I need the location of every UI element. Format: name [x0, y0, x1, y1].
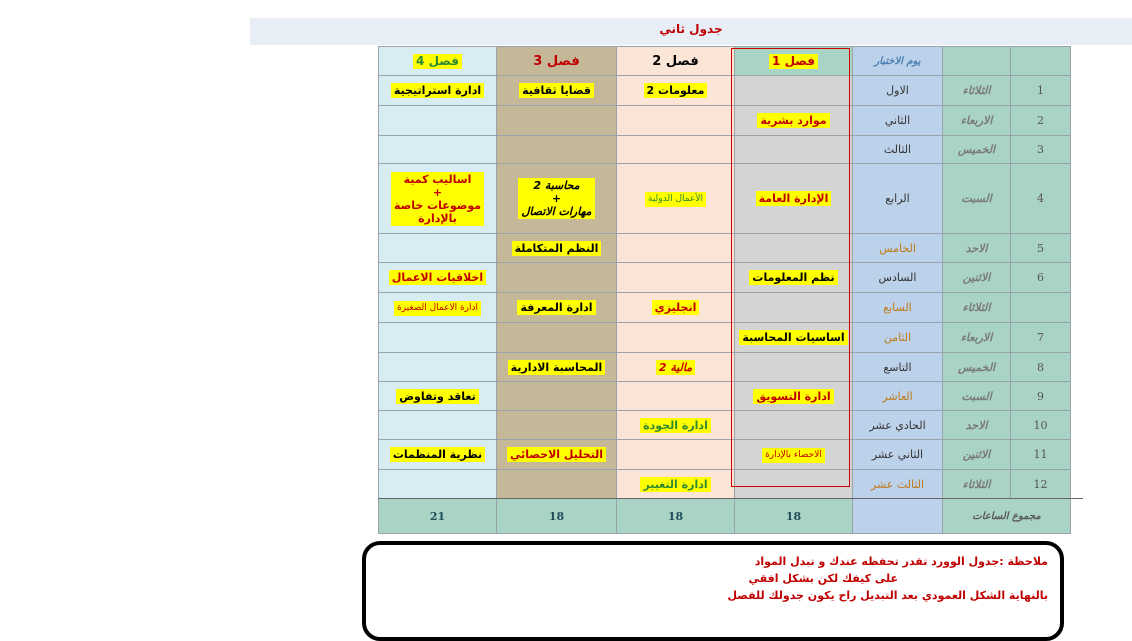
schedule-row	[379, 382, 1071, 411]
row-exam-day-text: التاسع	[883, 360, 912, 374]
cell-f2	[617, 106, 735, 136]
row-exam-day-text: السابع	[883, 301, 912, 314]
cell-f4	[379, 470, 497, 499]
header-f1-label: فصل 1	[769, 54, 818, 69]
schedule-row	[379, 164, 1071, 234]
row-number-text: 9	[1037, 389, 1044, 403]
schedule-row	[379, 323, 1071, 353]
row-weekday	[943, 263, 1011, 293]
row-exam-day	[853, 411, 943, 440]
cell-f2-text: ادارة الجودة	[640, 418, 711, 433]
row-number	[1011, 353, 1071, 382]
cell-f1	[735, 440, 853, 470]
cell-f3	[497, 411, 617, 440]
header-f1	[735, 47, 853, 76]
row-exam-day-text: الثالث عشر	[870, 477, 925, 491]
row-exam-day	[853, 293, 943, 323]
cell-f1	[735, 293, 853, 323]
cell-f4	[379, 411, 497, 440]
row-weekday-text: الاثنين	[962, 271, 991, 284]
row-number	[1011, 234, 1071, 263]
row-exam-day-text: الثامن	[883, 331, 912, 344]
row-weekday-text: الاربعاء	[960, 331, 993, 344]
schedule-row	[379, 106, 1071, 136]
header-f4	[379, 47, 497, 76]
row-weekday	[943, 234, 1011, 263]
cell-f3	[497, 382, 617, 411]
row-weekday	[943, 470, 1011, 499]
cell-f3	[497, 136, 617, 164]
row-weekday-text: الخميس	[957, 360, 996, 374]
row-number-text: 4	[1037, 192, 1044, 205]
header-f3-label: فصل 3	[533, 53, 580, 69]
cell-f2	[617, 76, 735, 106]
cell-f1	[735, 353, 853, 382]
row-weekday	[943, 76, 1011, 106]
header-exam-day	[853, 47, 943, 76]
cell-f3-text: قضايا ثقافية	[519, 83, 594, 98]
cell-f1-text: نظم المعلومات	[749, 270, 837, 285]
row-weekday	[943, 440, 1011, 470]
row-number	[1011, 382, 1071, 411]
row-number-text: 6	[1037, 271, 1044, 284]
cell-f4	[379, 106, 497, 136]
row-number-text: 10	[1033, 418, 1048, 432]
row-weekday-text: الاحد	[965, 418, 988, 432]
row-weekday-text: الاثنين	[962, 448, 991, 461]
schedule-row	[379, 136, 1071, 164]
totals-empty	[853, 499, 943, 534]
row-number	[1011, 323, 1071, 353]
cell-f2	[617, 440, 735, 470]
header-f2-label: فصل 2	[652, 53, 699, 69]
note-box	[362, 541, 1064, 641]
cell-f1	[735, 411, 853, 440]
row-weekday-text: الاحد	[965, 241, 988, 255]
cell-f2	[617, 293, 735, 323]
total-f4: 21	[379, 499, 497, 534]
row-weekday	[943, 164, 1011, 234]
row-exam-day	[853, 136, 943, 164]
cell-f3	[497, 234, 617, 263]
row-number-text: 2	[1037, 114, 1044, 127]
cell-f1	[735, 382, 853, 411]
header-day	[943, 47, 1011, 76]
cell-f1	[735, 323, 853, 353]
row-exam-day	[853, 440, 943, 470]
cell-f4	[379, 382, 497, 411]
cell-f1-text: ادارة التسويق	[753, 389, 833, 404]
schedule-row	[379, 353, 1071, 382]
row-exam-day	[853, 470, 943, 499]
row-number-text: 5	[1037, 241, 1044, 255]
note-line-2: على كيفك لكن بشكل افقي	[748, 572, 898, 585]
cell-f2-text: الأعمال الدولية	[645, 192, 706, 207]
row-weekday	[943, 411, 1011, 440]
schedule-row	[379, 411, 1071, 440]
row-exam-day-text: الثاني	[884, 114, 911, 127]
schedule-row	[379, 293, 1071, 323]
row-number-text: 7	[1037, 331, 1044, 344]
row-exam-day-text: الثاني عشر	[871, 448, 924, 461]
cell-f4	[379, 263, 497, 293]
cell-f4-text: ادارة استراتيجية	[391, 83, 484, 98]
cell-f1-text: موارد بشرية	[757, 113, 829, 128]
cell-f3-text: التحليل الاحصائي	[507, 447, 606, 462]
row-number	[1011, 440, 1071, 470]
cell-f1	[735, 106, 853, 136]
cell-f3	[497, 470, 617, 499]
cell-f4	[379, 323, 497, 353]
row-weekday-text: الثلاثاء	[962, 477, 991, 491]
cell-f4	[379, 234, 497, 263]
cell-f3-text: النظم المتكاملة	[512, 241, 602, 256]
cell-f4	[379, 293, 497, 323]
row-weekday-text: السبت	[961, 389, 992, 403]
cell-f1-text: اساسيات المحاسبة	[739, 330, 847, 345]
cell-f2	[617, 164, 735, 234]
row-weekday	[943, 136, 1011, 164]
row-exam-day-text: الحادي عشر	[869, 418, 926, 432]
header-row	[379, 47, 1071, 76]
cell-f2	[617, 353, 735, 382]
cell-f1-text: الاحصاء بالإدارة	[762, 448, 825, 463]
cell-f4-text: نظرية المنظمات	[390, 447, 485, 462]
row-number	[1011, 293, 1071, 323]
row-number-text: 12	[1033, 477, 1048, 491]
row-exam-day-text: الخامس	[879, 241, 916, 255]
cell-f2-text: انجليزي	[652, 300, 700, 315]
row-number	[1011, 411, 1071, 440]
cell-f3-text: محاسبة 2 + مهارات الاتصال	[518, 178, 594, 219]
row-weekday-text: الخميس	[957, 143, 996, 156]
cell-f3	[497, 353, 617, 382]
cell-f1	[735, 76, 853, 106]
row-exam-day	[853, 353, 943, 382]
schedule-row	[379, 76, 1071, 106]
cell-f2-text: ادارة التغيير	[640, 477, 710, 492]
cell-f1-text: الإدارة العامة	[756, 191, 832, 206]
cell-f1	[735, 234, 853, 263]
row-weekday-text: السبت	[961, 192, 992, 205]
header-f3	[497, 47, 617, 76]
row-exam-day	[853, 76, 943, 106]
row-exam-day-text: الثالث	[883, 143, 912, 156]
page-title: جدول ثاني	[659, 22, 723, 36]
cell-f1	[735, 136, 853, 164]
row-exam-day	[853, 323, 943, 353]
cell-f3	[497, 440, 617, 470]
cell-f4	[379, 76, 497, 106]
row-number-text: 1	[1037, 84, 1044, 97]
row-number-text: 11	[1033, 448, 1048, 461]
cell-f2	[617, 263, 735, 293]
row-exam-day-text: السادس	[878, 271, 917, 284]
cell-f1	[735, 470, 853, 499]
header-num	[1011, 47, 1071, 76]
header-exam-day-label: يوم الاختبار	[874, 56, 921, 67]
row-exam-day	[853, 382, 943, 411]
cell-f1	[735, 164, 853, 234]
note-line-1: ملاحظة :جدول الوورد تقدر تحفظه عندك و تبدل المواد	[754, 555, 1048, 568]
cell-f4	[379, 353, 497, 382]
schedule-row	[379, 470, 1071, 499]
note-text	[727, 553, 1048, 604]
cell-f2	[617, 470, 735, 499]
row-weekday	[943, 353, 1011, 382]
row-number	[1011, 136, 1071, 164]
row-weekday-text: الاربعاء	[960, 114, 993, 127]
row-weekday	[943, 293, 1011, 323]
row-exam-day	[853, 164, 943, 234]
row-number-text: 8	[1037, 360, 1044, 374]
cell-f4-text: اخلاقيات الاعمال	[389, 270, 486, 285]
cell-f4	[379, 136, 497, 164]
schedule-row	[379, 440, 1071, 470]
row-number	[1011, 76, 1071, 106]
cell-f4-text: اساليب كمية + موضوعات خاصة بالإدارة	[391, 172, 484, 226]
row-exam-day-text: العاشر	[882, 389, 913, 403]
cell-f4-text: تعاقد وتفاوض	[396, 389, 479, 404]
row-number-text: 3	[1037, 143, 1044, 156]
schedule-row	[379, 234, 1071, 263]
row-exam-day	[853, 234, 943, 263]
cell-f3	[497, 164, 617, 234]
cell-f3	[497, 323, 617, 353]
totals-row	[379, 499, 1071, 534]
total-f3: 18	[497, 499, 617, 534]
cell-f4	[379, 440, 497, 470]
exam-schedule-table	[378, 46, 1071, 534]
cell-f2	[617, 323, 735, 353]
cell-f2-text: مالية 2	[656, 360, 695, 375]
schedule-row	[379, 263, 1071, 293]
total-f1: 18	[735, 499, 853, 534]
totals-label: مجموع الساعات	[943, 499, 1071, 534]
row-weekday	[943, 323, 1011, 353]
row-number	[1011, 263, 1071, 293]
cell-f3	[497, 293, 617, 323]
cell-f4-text: ادارة الاعمال الصغيرة	[394, 301, 481, 316]
cell-f2	[617, 234, 735, 263]
row-exam-day	[853, 106, 943, 136]
row-number	[1011, 470, 1071, 499]
row-weekday	[943, 382, 1011, 411]
cell-f2-text: معلومات 2	[644, 83, 708, 98]
total-f2: 18	[617, 499, 735, 534]
cell-f3	[497, 76, 617, 106]
row-exam-day-text: الرابع	[885, 192, 910, 205]
row-weekday-text: الثلاثاء	[962, 301, 991, 314]
row-weekday-text: الثلاثاء	[962, 84, 991, 97]
row-exam-day-text: الاول	[886, 84, 909, 97]
cell-f3	[497, 263, 617, 293]
row-exam-day	[853, 263, 943, 293]
cell-f4	[379, 164, 497, 234]
cell-f3	[497, 106, 617, 136]
divider-line	[378, 498, 1083, 499]
row-number	[1011, 106, 1071, 136]
cell-f3-text: المحاسبة الادارية	[508, 360, 606, 375]
cell-f2	[617, 136, 735, 164]
row-weekday	[943, 106, 1011, 136]
row-number	[1011, 164, 1071, 234]
cell-f2	[617, 382, 735, 411]
cell-f1	[735, 263, 853, 293]
header-f2	[617, 47, 735, 76]
cell-f3-text: ادارة المعرفة	[517, 300, 595, 315]
cell-f2	[617, 411, 735, 440]
header-f4-label: فصل 4	[413, 54, 462, 69]
note-line-3: بالنهاية الشكل العمودي بعد التبديل راح يكون جدولك للفصل	[727, 589, 1048, 602]
